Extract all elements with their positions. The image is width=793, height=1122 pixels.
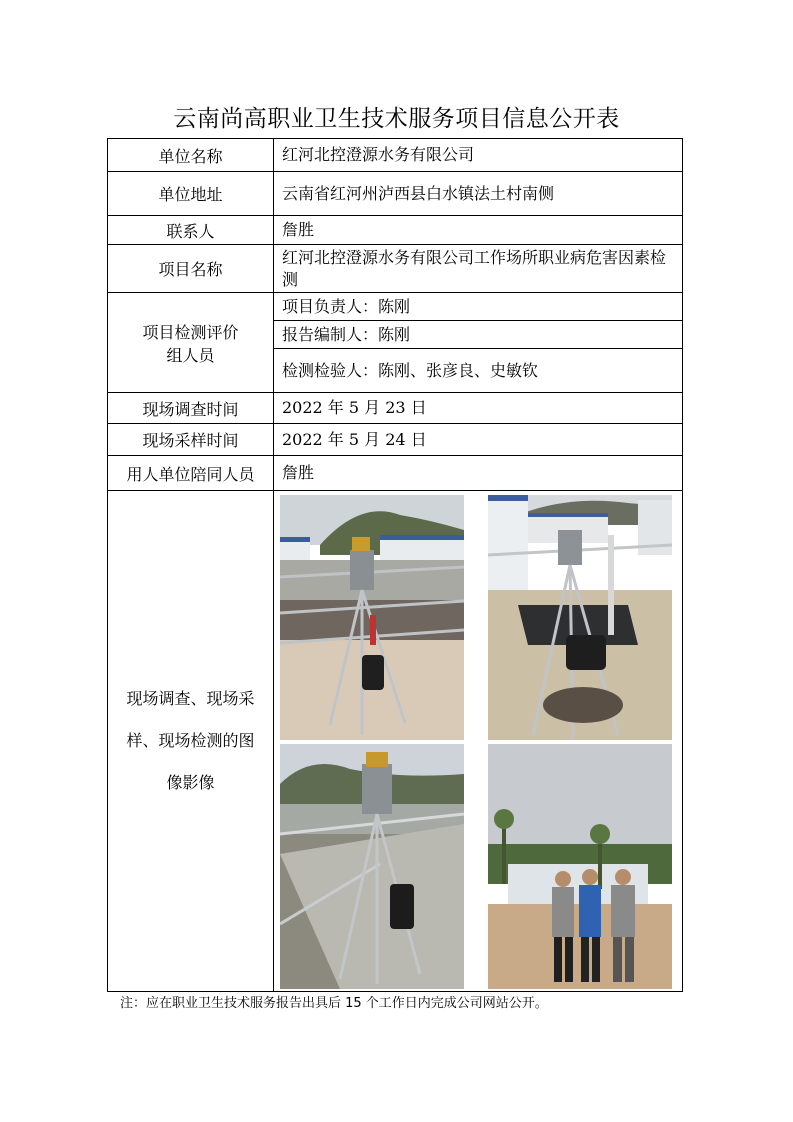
page-title: 云南尚高职业卫生技术服务项目信息公开表: [173, 106, 620, 132]
unit-name-value: 红河北控澄源水务有限公司: [274, 139, 683, 172]
project-lead: 项目负责人：陈刚: [274, 293, 683, 321]
accompany-value: 詹胜: [274, 456, 683, 491]
accompany-label: 用人单位陪同人员: [108, 456, 274, 491]
table-row: [108, 245, 683, 293]
site-photo-2: [488, 495, 672, 740]
table-row: [108, 172, 683, 216]
images-label: [108, 491, 274, 992]
table-row: [108, 424, 683, 456]
contact-label: 联系人: [108, 216, 274, 245]
unit-address-value: 云南省红河州泸西县白水镇法土村南侧: [274, 172, 683, 216]
table-row: [108, 293, 683, 321]
sampling-time-value: 2022 年 5 月 24 日: [274, 424, 683, 456]
unit-address-label: 单位地址: [108, 172, 274, 216]
survey-time-value: 2022 年 5 月 23 日: [274, 393, 683, 424]
table-row: [108, 139, 683, 172]
table-row: [108, 216, 683, 245]
images-label-line1: 现场调查、现场采: [126, 689, 255, 708]
table-row: [108, 456, 683, 491]
inspectors: 检测检验人：陈刚、张彦良、史敏钦: [274, 349, 683, 393]
unit-name-label: 单位名称: [108, 139, 274, 172]
team-label-line2: 组人员: [166, 345, 215, 365]
contact-value: 詹胜: [274, 216, 683, 245]
images-label-line2: 样、现场检测的图: [126, 731, 255, 750]
project-name-value: 红河北控澄源水务有限公司工作场所职业病危害因素检测: [274, 245, 683, 293]
photo-grid: [274, 493, 682, 990]
table-row: [108, 491, 683, 992]
site-photo-4: [488, 744, 672, 989]
team-label-line1: 项目检测评价: [142, 322, 239, 342]
footnote: 注：应在职业卫生技术服务报告出具后 15 个工作日内完成公司网站公开。: [120, 996, 548, 1011]
project-name-label: 项目名称: [108, 245, 274, 293]
team-label: [108, 293, 274, 393]
images-label-line3: 像影像: [166, 773, 215, 792]
photo-cell: [274, 491, 683, 992]
info-table: [107, 138, 683, 992]
site-photo-3: [280, 744, 464, 989]
sampling-time-label: 现场采样时间: [108, 424, 274, 456]
survey-time-label: 现场调查时间: [108, 393, 274, 424]
report-author: 报告编制人：陈刚: [274, 321, 683, 349]
site-photo-1: [280, 495, 464, 740]
table-row: [108, 393, 683, 424]
